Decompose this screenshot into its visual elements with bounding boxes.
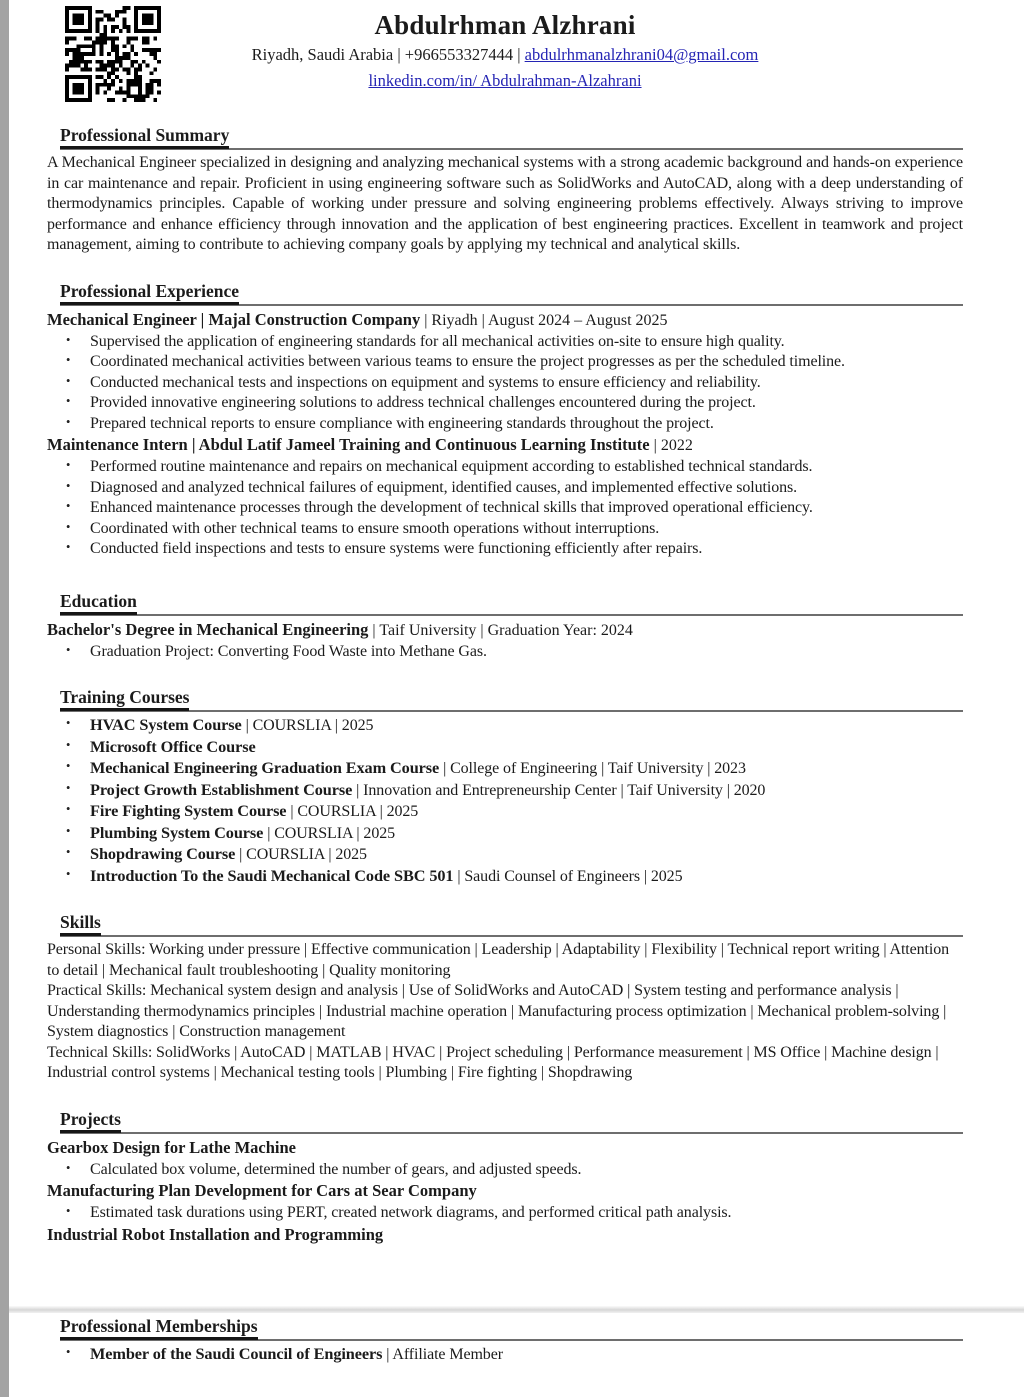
projects-heading: Projects <box>60 1108 963 1134</box>
membership-item: • Member of the Saudi Council of Engineers | Affiliate Member <box>47 1344 963 1366</box>
job-bullet: • Conducted field inspections and tests to ensure systems were functioning efficiently after repairs. <box>47 539 963 560</box>
project-bullet-list <box>47 1160 963 1181</box>
section-summary <box>47 124 963 256</box>
project-bullet: • Estimated task durations using PERT, created network diagrams, and performed critical path analysis. <box>47 1203 963 1224</box>
project-name: Gearbox Design for Lathe Machine <box>47 1137 297 1157</box>
training-course: • Introduction To the Saudi Mechanical Code SBC 501 | Saudi Counsel of Engineers | 2025 <box>47 866 963 888</box>
education-bullet-list <box>47 642 963 663</box>
section-training <box>47 686 963 887</box>
training-course: • Plumbing System Course | COURSLIA | 2025 <box>47 823 963 845</box>
person-name: Abdulrhman Alzhrani <box>374 10 636 40</box>
memberships-heading: Professional Memberships <box>60 1315 963 1341</box>
education-heading: Education <box>60 590 963 616</box>
linkedin-line <box>47 69 963 92</box>
training-course: • HVAC System Course | COURSLIA | 2025 <box>47 715 963 737</box>
section-education <box>47 590 963 663</box>
linkedin-link[interactable]: linkedin.com/in/ Abdulrahman-Alzahrani <box>368 71 642 90</box>
viewer-left-edge <box>0 0 9 1397</box>
job-bullet: • Conducted mechanical tests and inspections on equipment and systems to ensure efficiency and reliability. <box>47 373 963 394</box>
job-bullet-list <box>47 457 963 560</box>
section-memberships <box>47 1315 963 1366</box>
training-course: • Fire Fighting System Course | COURSLIA | 2025 <box>47 801 963 823</box>
section-experience <box>47 280 963 560</box>
experience-heading: Professional Experience <box>60 280 963 306</box>
project-bullet: • Calculated box volume, determined the number of gears, and adjusted speeds. <box>47 1160 963 1181</box>
section-projects <box>47 1108 963 1247</box>
training-course: • Microsoft Office Course <box>47 737 963 759</box>
technical-skills: Technical Skills: SolidWorks | AutoCAD | MATLAB | HVAC | Project scheduling | Performance measurement | MS Office | Machine design | Industrial control systems | Mechanical testing tools | Plumbing | Fire fighting | Shopdrawing <box>47 1043 939 1081</box>
job-bullet: • Coordinated with other technical teams to ensure smooth operations without interruptions. <box>47 519 963 540</box>
project-name: Manufacturing Plan Development for Cars at Sear Company <box>47 1181 477 1200</box>
section-skills <box>47 911 963 1084</box>
job-bullet: • Diagnosed and analyzed technical failures of equipment, identified causes, and implemented effective solutions. <box>47 478 963 499</box>
job-bullet-list <box>47 332 963 435</box>
location-phone: Riyadh, Saudi Arabia | +966553327444 | <box>251 45 525 64</box>
summary-heading: Professional Summary <box>60 124 963 150</box>
contact-line <box>47 43 963 66</box>
email-link[interactable]: abdulrhmanalzhrani04@gmail.com <box>524 45 759 64</box>
job-bullet: • Coordinated mechanical activities between various teams to ensure the project progresses as per the scheduled timeline. <box>47 352 963 373</box>
job-bullet: • Enhanced maintenance processes through the development of technical skills that improved operational efficiency. <box>47 498 963 519</box>
job-bullet: • Performed routine maintenance and repairs on mechanical equipment according to established technical standards. <box>47 457 963 478</box>
membership-list <box>47 1344 963 1366</box>
training-course: • Mechanical Engineering Graduation Exam Course | College of Engineering | Taif University | 2023 <box>47 758 963 780</box>
skills-heading: Skills <box>60 911 963 937</box>
page-break-shadow <box>0 1306 1024 1313</box>
job-title: Maintenance Intern | Abdul Latif Jameel Training and Continuous Learning Institute | 2022 <box>47 435 693 454</box>
degree-line: Bachelor's Degree in Mechanical Engineering | Taif University | Graduation Year: 2024 <box>47 619 633 639</box>
project-bullet-list <box>47 1203 963 1224</box>
resume-header <box>47 4 963 114</box>
qr-code-icon <box>65 6 161 102</box>
job-title: Mechanical Engineer | Majal Construction Company | Riyadh | August 2024 – August 2025 <box>47 309 668 329</box>
job-bullet: • Supervised the application of engineering standards for all mechanical activities on-site to ensure high quality. <box>47 332 963 353</box>
job-bullet: • Provided innovative engineering solutions to address technical challenges encountered during the project. <box>47 393 963 414</box>
training-heading: Training Courses <box>60 686 963 712</box>
project-name: Industrial Robot Installation and Programming <box>47 1224 384 1244</box>
training-course: • Shopdrawing Course | COURSLIA | 2025 <box>47 844 963 866</box>
training-course-list <box>47 715 963 887</box>
practical-skills: Practical Skills: Mechanical system design and analysis | Use of SolidWorks and AutoCAD | System testing and performance analysis | Understanding thermodynamics principles | Industrial machine operation | Manufacturing process optimization | Mechanical problem-solving | System diagnostics | Construction management <box>47 982 947 1040</box>
education-bullet: • Graduation Project: Converting Food Waste into Methane Gas. <box>47 642 963 663</box>
job-bullet: • Prepared technical reports to ensure compliance with engineering standards throughout the project. <box>47 414 963 435</box>
summary-text: A Mechanical Engineer specialized in designing and analyzing mechanical systems with a strong academic background and hands-on experience in car maintenance and repair. Proficient in using engineering software such as SolidWorks and AutoCAD, along with a deep understanding of thermodynamics principles. Capable of working under pressure and solving engineering problems effectively. Always striving to improve performance and enhance efficiency through innovation and the application of best engineering practices. Excellent in teamwork and project management, aiming to contribute to achieving company goals by applying my technical and analytical skills. <box>47 154 963 253</box>
training-course: • Project Growth Establishment Course | Innovation and Entrepreneurship Center | Taif University | 2020 <box>47 780 963 802</box>
personal-skills: Personal Skills: Working under pressure | Effective communication | Leadership | Adaptability | Flexibility | Technical report writing | Attention to detail | Mechanical fault troubleshooting | Quality monitoring <box>47 941 950 979</box>
